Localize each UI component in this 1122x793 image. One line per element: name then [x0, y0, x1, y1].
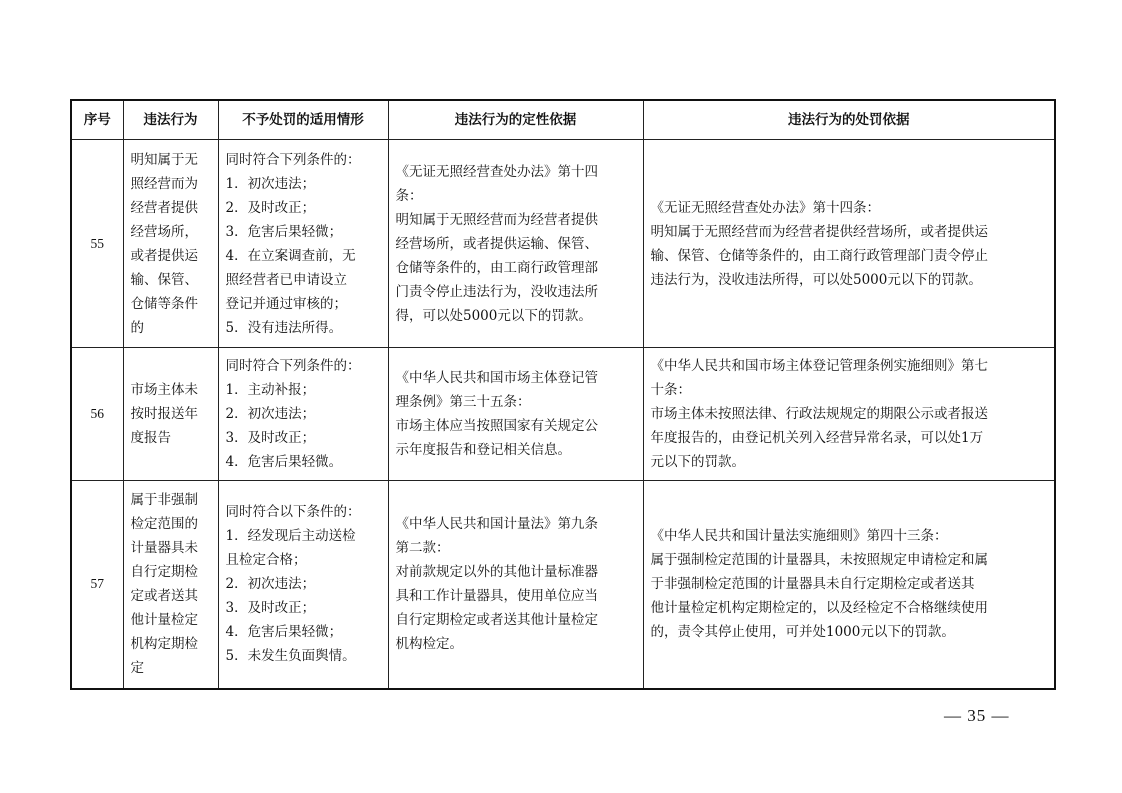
cell-text-line: 理条例》第三十五条： [395, 394, 531, 410]
cell-text-line: 仓储等条件的，由工商行政管理部 [395, 259, 598, 276]
cell-text-line: 4．危害后果轻微； [225, 624, 343, 641]
cell-text-line: 2．及时改正； [225, 199, 316, 216]
violation-cell [123, 348, 218, 481]
table-row [71, 348, 1055, 481]
cell-text-line: 元以下的罚款。 [650, 454, 745, 470]
cell-text-line: 1．初次违法； [225, 175, 316, 192]
cell-text-line: 的 [130, 319, 144, 336]
cell-text-line: 5．没有违法所得。 [225, 319, 343, 336]
cell-text-line: 3．及时改正； [225, 430, 316, 446]
cell-text-line: 2．初次违法； [225, 576, 316, 593]
cell-text-line: 5．未发生负面舆情。 [225, 648, 356, 665]
cell-text-line: 明知属于无照经营而为经营者提供经营场所，或者提供运 [650, 223, 988, 240]
cell-text-line: 市场主体未 [130, 382, 198, 398]
table-row [71, 481, 1055, 689]
cell-text-line: 自行定期检定或者送其他计量检定 [395, 612, 598, 629]
cell-text-line: 明知属于无 [130, 151, 198, 168]
regulation-table [70, 99, 1056, 690]
table-header-row [71, 100, 1055, 140]
cell-text-line: 违法行为，没收违法所得，可以处5000元以下的罚款。 [650, 271, 982, 288]
cell-text-line: 经营场所， [130, 223, 198, 240]
cell-text-line: 4．危害后果轻微。 [225, 454, 343, 470]
qualification-basis-cell [388, 140, 643, 348]
cell-text-line: 《无证无照经营查处办法》第十四 [395, 163, 598, 180]
violation-cell [123, 140, 218, 348]
cell-text-line: 经营场所，或者提供运输、保管、 [395, 235, 598, 252]
cell-text-line: 输、保管、 [130, 271, 198, 288]
cell-text-line: 仓储等条件 [130, 295, 198, 312]
cell-text-line: 示年度报告和登记相关信息。 [395, 442, 571, 458]
cell-text-line: 他计量检定 [130, 612, 198, 629]
cell-text-line: 属于强制检定范围的计量器具，未按照规定申请检定和属 [650, 552, 988, 569]
qualification-basis-cell [388, 348, 643, 481]
violation-cell [123, 481, 218, 689]
conditions-cell [218, 348, 388, 481]
cell-text-line: 对前款规定以外的其他计量标准器 [395, 564, 598, 581]
cell-text-line: 定或者送其 [130, 588, 198, 605]
cell-text-line: 具和工作计量器具，使用单位应当 [395, 588, 598, 605]
cell-text-line: 得，可以处5000元以下的罚款。 [395, 307, 592, 324]
cell-text-line: 按时报送年 [130, 406, 198, 422]
header-exemption-conditions: 不予处罚的适用情形 [218, 100, 388, 140]
cell-text-line: 机构检定。 [395, 636, 463, 653]
cell-text-line: 他计量检定机构定期检定的，以及经检定不合格继续使用 [650, 600, 988, 617]
cell-text-line: 输、保管、仓储等条件的，由工商行政管理部门责令停止 [650, 247, 988, 264]
cell-text-line: 十条： [650, 382, 691, 398]
cell-text-line: 同时符合下列条件的： [225, 358, 361, 374]
penalty-basis-cell [643, 140, 1055, 348]
penalty-basis-cell [643, 348, 1055, 481]
cell-text-line: 定 [130, 660, 144, 677]
cell-text-line: 年度报告的，由登记机关列入经营异常名录，可以处1万 [650, 430, 984, 446]
cell-text-line: 4．在立案调查前，无 [225, 247, 356, 264]
table-row [71, 140, 1055, 348]
cell-text-line: 《中华人民共和国计量法实施细则》第四十三条： [650, 528, 948, 545]
cell-text-line: 自行定期检 [130, 564, 198, 581]
cell-text-line: 检定范围的 [130, 516, 198, 533]
cell-text-line: 同时符合下列条件的： [225, 151, 361, 168]
cell-text-line: 3．危害后果轻微； [225, 223, 343, 240]
cell-text-line: 照经营而为 [130, 175, 198, 192]
conditions-cell [218, 140, 388, 348]
cell-text-line: 的，责令其停止使用，可并处1000元以下的罚款。 [650, 624, 955, 641]
cell-text-line: 机构定期检 [130, 636, 198, 653]
qualification-basis-cell [388, 481, 643, 689]
header-penalty-basis: 违法行为的处罚依据 [643, 100, 1055, 140]
cell-text-line: 2．初次违法； [225, 406, 316, 422]
cell-text-line: 市场主体应当按照国家有关规定公 [395, 418, 598, 434]
cell-text-line: 登记并通过审核的； [225, 295, 347, 312]
row-number: 56 [71, 348, 123, 481]
cell-text-line: 照经营者已申请设立 [225, 271, 347, 288]
cell-text-line: 3．及时改正； [225, 600, 316, 617]
cell-text-line: 属于非强制 [130, 492, 198, 509]
cell-text-line: 且检定合格； [225, 552, 307, 569]
cell-text-line: 经营者提供 [130, 199, 198, 216]
cell-text-line: 1．主动补报； [225, 382, 316, 398]
cell-text-line: 条： [395, 187, 423, 204]
row-number: 57 [71, 481, 123, 689]
cell-text-line: 于非强制检定范围的计量器具未自行定期检定或者送其 [650, 576, 975, 593]
header-serial-number: 序号 [71, 100, 123, 140]
cell-text-line: 同时符合以下条件的： [225, 504, 361, 521]
header-qualification-basis: 违法行为的定性依据 [388, 100, 643, 140]
cell-text-line: 计量器具未 [130, 540, 198, 557]
cell-text-line: 明知属于无照经营而为经营者提供 [395, 211, 598, 228]
cell-text-line: 《中华人民共和国市场主体登记管 [395, 370, 598, 386]
cell-text-line: 市场主体未按照法律、行政法规规定的期限公示或者报送 [650, 406, 988, 422]
cell-text-line: 《中华人民共和国计量法》第九条 [395, 516, 598, 533]
cell-text-line: 《无证无照经营查处办法》第十四条： [650, 199, 880, 216]
cell-text-line: 或者提供运 [130, 247, 198, 264]
cell-text-line: 门责令停止违法行为，没收违法所 [395, 283, 598, 300]
cell-text-line: 1．经发现后主动送检 [225, 528, 356, 545]
penalty-basis-cell [643, 481, 1055, 689]
row-number: 55 [71, 140, 123, 348]
cell-text-line: 度报告 [130, 430, 171, 446]
page-number: — 35 — [944, 706, 1010, 725]
header-violation: 违法行为 [123, 100, 218, 140]
conditions-cell [218, 481, 388, 689]
cell-text-line: 《中华人民共和国市场主体登记管理条例实施细则》第七 [650, 358, 988, 374]
cell-text-line: 第二款： [395, 540, 450, 557]
